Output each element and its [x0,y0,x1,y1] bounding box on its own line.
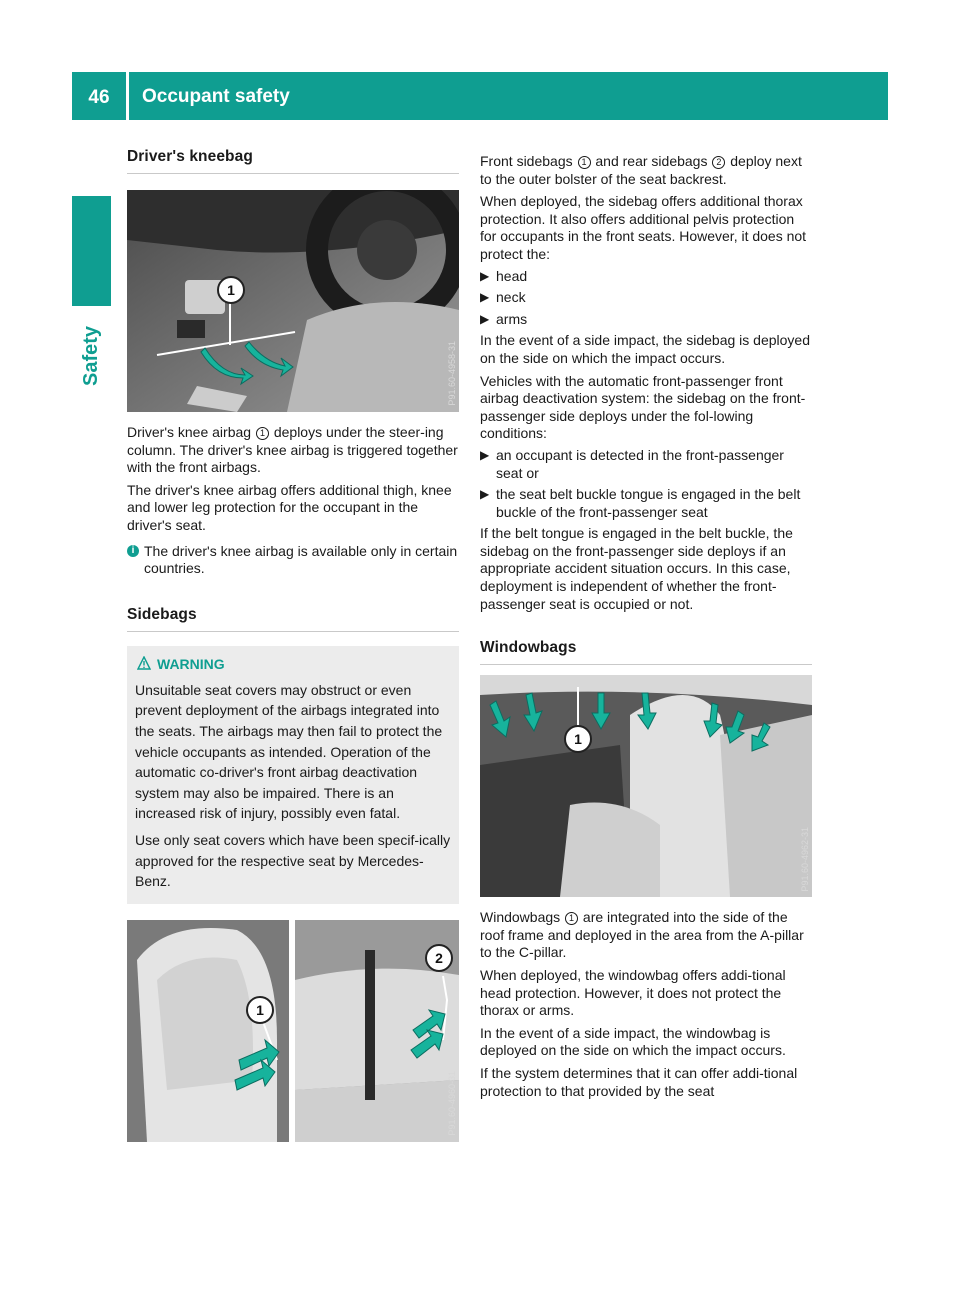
sidebags-paragraph-4: Vehicles with the automatic front-passenger front airbag deactivation system: the sidebag on the front-passenger side deploys under the fol-lowing conditions: [480,372,806,442]
windowbags-callout-1: 1 [564,725,592,753]
windowbags-paragraph-4: If the system determines that it can offer addi-tional protection to that provided by the seat [480,1065,798,1099]
kneebag-paragraph-1: Driver's knee airbag 1 deploys under the steer-ing column. The driver's knee airbag is triggered together with the front airbags. [127,424,458,476]
windowbags-image-code: P91.60-4962-31 [800,826,810,892]
kneebag-image [127,190,459,412]
sidebar-tab [72,196,111,306]
sidebags-callout-1: 1 [246,996,274,1024]
seats-illustration [127,920,459,1142]
header-divider [126,72,129,120]
info-icon: i [127,545,139,557]
bullet-icon: ▶ [480,487,490,502]
kneebag-heading: Driver's kneebag [127,148,459,174]
ref-circle-2: 2 [712,156,725,169]
warning-triangle-icon [137,656,151,673]
windowbags-paragraph-2: When deployed, the windowbag offers addi-tional head protection. However, it does not protect the thorax or arms. [480,967,786,1019]
warning-box [127,646,459,904]
bullet-icon: ▶ [480,268,490,283]
sidebags-paragraph-3: In the event of a side impact, the sidebag is deployed on the side on which the impact occurs. [480,332,810,366]
sidebags-image [127,920,459,1142]
bullet-icon: ▶ [480,311,490,326]
list-item: ▶ neck [480,289,526,306]
warning-text-1: Unsuitable seat covers may obstruct or even prevent deployment of the airbags integrated into the seats. The airbags may then fail to protect the vehicle occupants as intended. Operation of the automatic co-driver's front airbag deactivation system may also be impaired. There is an increased risk of injury, possibly even fatal. [135,681,443,822]
windowbags-paragraph-3: In the event of a side impact, the windowbag is deployed on the side on which the impact occurs. [480,1024,786,1059]
protection-exclusions-list [480,268,812,329]
page-number: 46 [88,87,110,108]
windowbags-illustration [480,675,812,897]
ref-circle-1: 1 [578,156,591,169]
section-title: Occupant safety [142,86,290,107]
sidebar-label: Safety [80,325,102,386]
bullet-icon: ▶ [480,447,490,462]
list-item: ▶ the seat belt buckle tongue is engaged in the belt buckle of the front-passenger seat [480,486,801,520]
ref-circle-1: 1 [256,427,269,440]
sidebags-heading: Sidebags [127,606,459,632]
kneebag-image-code: P91.60-4958-31 [447,341,457,406]
list-item: ▶ an occupant is detected in the front-passenger seat or [480,446,784,481]
kneebag-callout-1: 1 [217,276,245,304]
dashboard-illustration [127,190,459,412]
sidebags-callout-2: 2 [425,944,453,972]
left-column [127,148,459,1142]
windowbags-paragraph-1: Windowbags 1 are integrated into the side of the roof frame and deployed in the area from the A-pillar to the C-pillar. [480,909,804,961]
sidebags-paragraph-1: Front sidebags 1 and rear sidebags 2 deploy next to the outer bolster of the seat backrest. [480,153,802,187]
list-item: ▶ head [480,267,528,284]
sidebags-paragraph-2: When deployed, the sidebag offers additional thorax protection. It also offers additional pelvis protection for occupants in the front seats. However, it does not protect the: [480,193,807,262]
sidebags-image-code: P91.60-4960-31 [447,1071,457,1136]
windowbags-heading: Windowbags [480,639,812,665]
right-column [480,153,812,1100]
list-item: ▶ arms [480,310,528,327]
page-header [72,72,888,120]
bullet-icon: ▶ [480,290,490,305]
kneebag-info-note: i The driver's knee airbag is available only in certain countries. [127,543,459,578]
windowbags-image [480,675,812,897]
warning-title: WARNING [135,656,451,672]
deployment-conditions-list [480,447,812,521]
ref-circle-1: 1 [565,912,578,925]
kneebag-paragraph-2: The driver's knee airbag offers additional thigh, knee and lower leg protection for the occupant in the driver's seat. [127,481,452,533]
warning-text-2: Use only seat covers which have been specif-ically approved for the respective seat by Mercedes-Benz. [135,831,451,890]
sidebags-paragraph-5: If the belt tongue is engaged in the belt buckle, the sidebag on the front-passenger side deploys if an appropriate accident situation occurs. In this case, deployment is independent of whether the front-passenger seat is occupied or not. [480,525,793,612]
